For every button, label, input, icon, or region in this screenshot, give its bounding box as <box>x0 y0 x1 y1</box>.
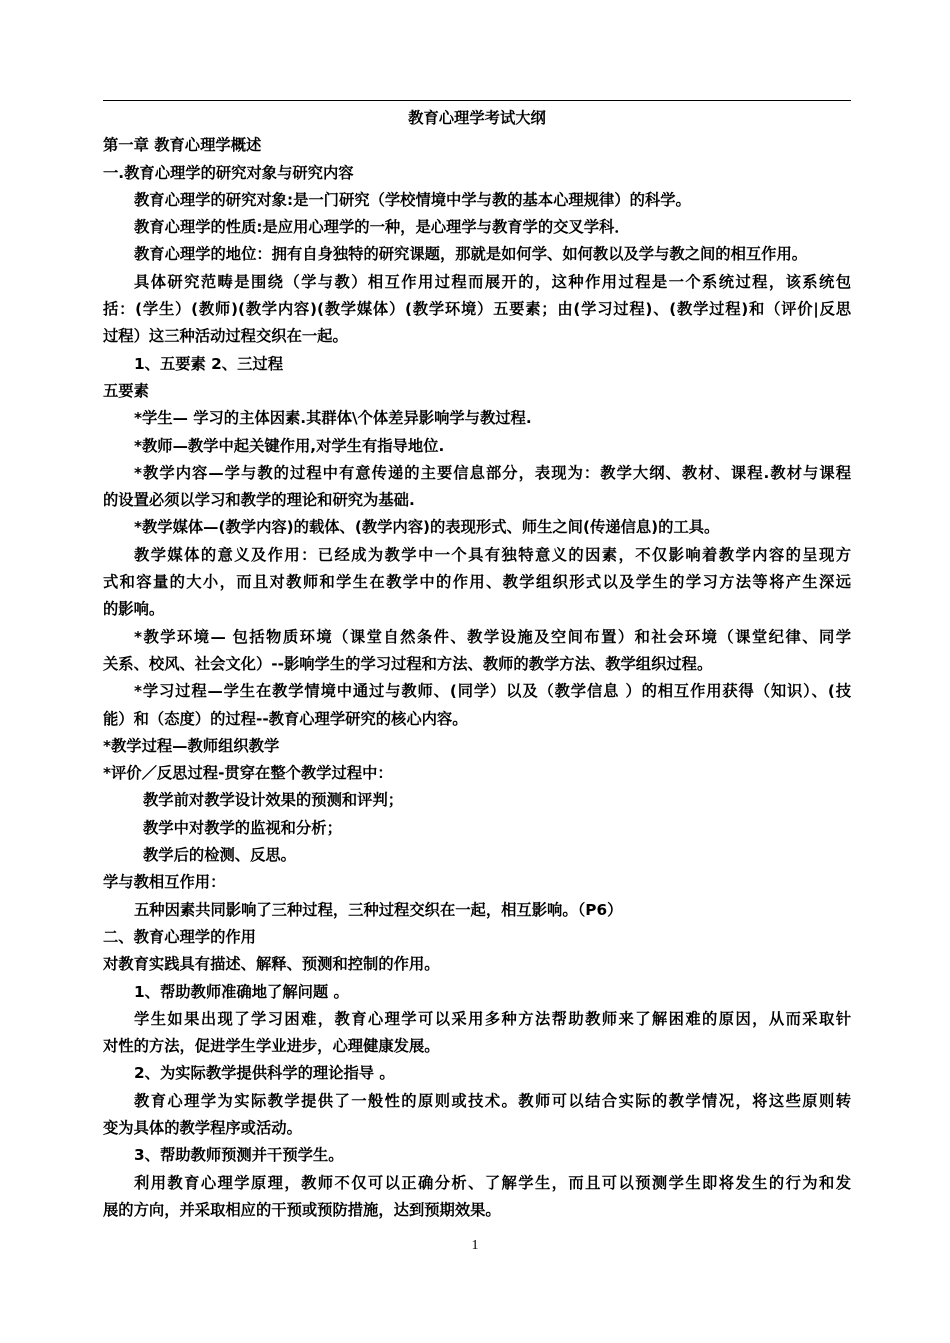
paragraph-line: 过程）这三种活动过程交织在一起。 <box>103 327 348 346</box>
page-number: 1 <box>471 1238 479 1253</box>
paragraph-line: 对性的方法，促进学生学业进步，心理健康发展。 <box>103 1037 440 1056</box>
paragraph-line: 教育心理学的研究对象:是一门研究（学校情境中学与教的基本心理规律）的科学。 <box>134 190 691 209</box>
paragraph-line: 的影响。 <box>103 600 165 619</box>
list-item: *教师—教学中起关键作用,对学生有指导地位. <box>134 436 445 455</box>
paragraph-line: 具体研究范畴是围绕（学与教）相互作用过程而展开的，这种作用过程是一个系统过程，该系统包 <box>134 272 851 291</box>
paragraph-line: 关系、校风、社会文化）--影响学生的学习过程和方法、教师的教学方法、教学组织过程。 <box>103 654 713 673</box>
list-item: 1、帮助教师准确地了解问题 。 <box>134 982 349 1001</box>
list-item: *教学环境— 包括物质环境（课堂自然条件、教学设施及空间布置）和社会环境（课堂纪律、同学 <box>134 627 851 646</box>
list-item: *教学内容—学与教的过程中有意传递的主要信息部分，表现为：教学大纲、教材、课程.教材与课程 <box>134 463 851 482</box>
list-item: 2、为实际教学提供科学的理论指导 。 <box>134 1064 395 1083</box>
document-body <box>103 105 851 1224</box>
list-item: *学生— 学习的主体因素.其群体\个体差异影响学与教过程. <box>134 409 532 428</box>
header-rule <box>103 100 851 101</box>
list-item: 3、帮助教师预测并干预学生。 <box>134 1146 344 1165</box>
section-heading: 二、教育心理学的作用 <box>103 927 256 946</box>
paragraph-line: 式和容量的大小，而且对教师和学生在教学中的作用、教学组织形式以及学生的学习方法等将产生深远 <box>103 573 851 592</box>
list-item: 教学后的检测、反思。 <box>143 846 296 865</box>
page-title: 教育心理学考试大纲 <box>408 109 546 127</box>
paragraph-line: 对教育实践具有描述、解释、预测和控制的作用。 <box>103 955 440 974</box>
list-item: *教学媒体—(教学内容)的载体、(教学内容)的表现形式、师生之间(传递信息)的工具。 <box>134 518 720 537</box>
paragraph-line: 学生如果出现了学习困难，教育心理学可以采用多种方法帮助教师来了解困难的原因，从而采取针 <box>134 1009 851 1028</box>
list-item: 教学前对教学设计效果的预测和评判； <box>143 791 404 810</box>
list-item: *评价／反思过程-贯穿在整个教学过程中： <box>103 764 393 783</box>
list-item: 教学中对教学的监视和分析； <box>143 818 342 837</box>
list-item: 1、五要素 2、三过程 <box>134 354 283 373</box>
paragraph-line: 利用教育心理学原理，教师不仅可以正确分析、了解学生，而且可以预测学生即将发生的行为和发 <box>134 1173 851 1192</box>
list-item: *学习过程—学生在教学情境中通过与教师、(同学）以及（教学信息 ）的相互作用获得（知识）、(技 <box>134 682 851 701</box>
paragraph-line: 教育心理学的地位：拥有自身独特的研究课题，那就是如何学、如何教以及学与教之间的相互作用。 <box>134 245 808 264</box>
paragraph-line: 能）和（态度）的过程--教育心理学研究的核心内容。 <box>103 709 468 728</box>
paragraph-line: 展的方向，并采取相应的干预或预防措施，达到预期效果。 <box>103 1200 501 1219</box>
subheading: 学与教相互作用： <box>103 873 226 892</box>
paragraph-line: 的设置必须以学习和教学的理论和研究为基础. <box>103 491 415 510</box>
paragraph-line: 括：(学生）(教师)(教学内容)(教学媒体）(教学环境）五要素；由(学习过程)、(教学过程)和（评价|反思 <box>103 300 851 319</box>
list-item: *教学过程—教师组织教学 <box>103 736 280 755</box>
subheading: 五要素 <box>103 381 149 400</box>
paragraph-line: 教育心理学为实际教学提供了一般性的原则或技术。教师可以结合实际的教学情况，将这些原则转 <box>134 1091 851 1110</box>
paragraph-line: 五种因素共同影响了三种过程，三种过程交织在一起，相互影响。（P6） <box>134 900 623 919</box>
section-heading: 一.教育心理学的研究对象与研究内容 <box>103 163 354 182</box>
paragraph-line: 教学媒体的意义及作用：已经成为教学中一个具有独特意义的因素，不仅影响着教学内容的呈现方 <box>134 545 851 564</box>
paragraph-line: 变为具体的教学程序或活动。 <box>103 1118 302 1137</box>
paragraph-line: 教育心理学的性质:是应用心理学的一种，是心理学与教育学的交叉学科． <box>134 218 630 237</box>
chapter-heading: 第一章 教育心理学概述 <box>103 136 262 155</box>
